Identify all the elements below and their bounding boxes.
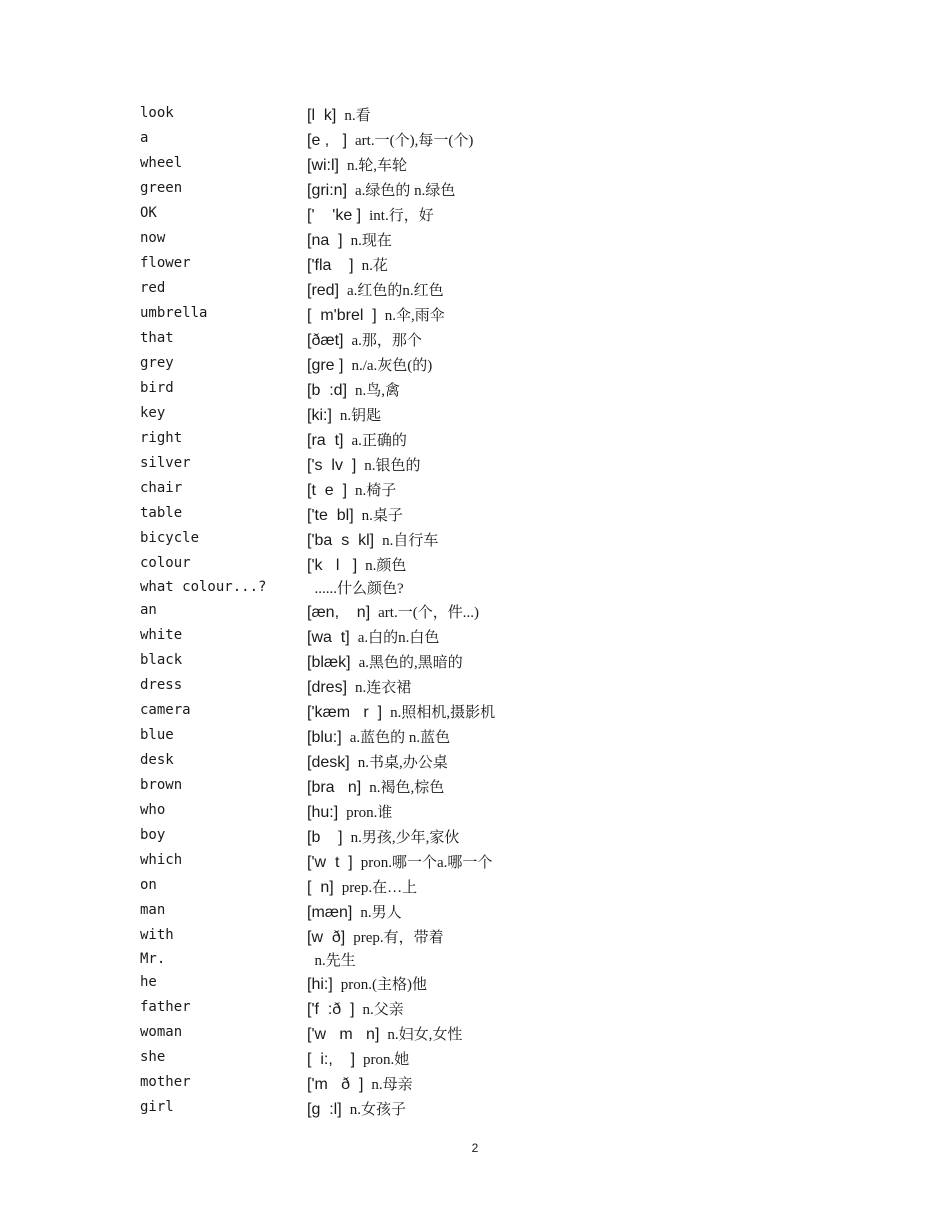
- vocab-entry: [307, 676, 411, 697]
- vocab-row: [0, 599, 950, 624]
- vocab-word: red: [140, 280, 166, 296]
- vocab-definition: a.正确的: [351, 433, 407, 449]
- vocab-row: [0, 1096, 950, 1121]
- vocab-definition: a.白的n.白色: [357, 630, 440, 646]
- vocab-word: brown: [140, 777, 183, 793]
- vocab-phonetic: [l k]: [307, 107, 337, 124]
- vocab-definition: n.椅子: [355, 483, 397, 499]
- vocab-row: [0, 252, 950, 277]
- vocabulary-list: [0, 102, 950, 1121]
- vocab-row: [0, 402, 950, 427]
- vocab-row: [0, 924, 950, 949]
- vocab-entry: [307, 726, 450, 747]
- vocab-row: [0, 624, 950, 649]
- vocab-phonetic: ['te bl]: [307, 507, 354, 524]
- vocab-word: on: [140, 877, 157, 893]
- vocab-row: [0, 874, 950, 899]
- vocab-entry: [307, 204, 434, 225]
- vocab-row: [0, 774, 950, 799]
- vocab-phonetic: [bra n]: [307, 779, 362, 796]
- vocab-entry: [307, 1073, 413, 1094]
- vocab-word: father: [140, 999, 191, 1015]
- vocab-entry: [307, 479, 396, 500]
- vocab-phonetic: [gre ]: [307, 357, 344, 374]
- vocab-definition: n./a.灰色(的): [351, 358, 433, 374]
- page-number: 2: [471, 1141, 479, 1155]
- vocab-phonetic: [wi:l]: [307, 157, 339, 174]
- vocab-entry: [307, 454, 421, 475]
- vocab-entry: [307, 949, 356, 970]
- vocab-definition: pron.她: [363, 1052, 410, 1068]
- vocab-word: right: [140, 430, 183, 446]
- vocab-entry: [307, 973, 427, 994]
- vocab-row: [0, 102, 950, 127]
- vocab-word: he: [140, 974, 157, 990]
- vocab-entry: [307, 104, 371, 125]
- vocab-phonetic: [ra t]: [307, 432, 344, 449]
- vocab-word: white: [140, 627, 183, 643]
- vocab-entry: [307, 926, 444, 947]
- vocab-definition: n.看: [344, 108, 371, 124]
- vocab-phonetic: [blæk]: [307, 654, 351, 671]
- vocab-row: [0, 799, 950, 824]
- vocab-definition: prep.在…上: [341, 880, 418, 896]
- vocab-phonetic: [b :d]: [307, 382, 348, 399]
- vocab-phonetic: [gri:n]: [307, 182, 348, 199]
- vocab-definition: a.红色的n.红色: [347, 283, 444, 299]
- vocab-phonetic: ['m ð ]: [307, 1076, 364, 1093]
- vocab-entry: [307, 304, 445, 325]
- vocab-definition: n.连衣裙: [355, 680, 412, 696]
- vocab-entry: [307, 701, 495, 722]
- vocab-entry: [307, 554, 406, 575]
- vocab-phonetic: [desk]: [307, 754, 350, 771]
- vocab-entry: [307, 901, 402, 922]
- vocab-row: [0, 502, 950, 527]
- vocab-word: black: [140, 652, 183, 668]
- vocab-word: flower: [140, 255, 191, 271]
- vocab-definition: n.钥匙: [339, 408, 382, 424]
- vocab-row: [0, 177, 950, 202]
- vocab-word: colour: [140, 555, 191, 571]
- vocab-word: she: [140, 1049, 166, 1065]
- vocab-phonetic: ['w t ]: [307, 854, 353, 871]
- vocab-row: [0, 996, 950, 1021]
- vocab-entry: [307, 751, 448, 772]
- vocab-word: man: [140, 902, 166, 918]
- vocab-entry: [307, 354, 432, 375]
- vocab-definition: n.银色的: [364, 458, 421, 474]
- vocab-row: [0, 724, 950, 749]
- vocab-phonetic: [b ]: [307, 829, 343, 846]
- vocab-word: grey: [140, 355, 174, 371]
- vocab-row: [0, 377, 950, 402]
- vocab-definition: a.蓝色的 n.蓝色: [349, 730, 451, 746]
- vocab-definition: n.现在: [350, 233, 392, 249]
- vocab-entry: [307, 601, 479, 622]
- vocab-definition: pron.(主格)他: [340, 977, 428, 993]
- vocab-row: [0, 849, 950, 874]
- vocab-entry: [307, 379, 400, 400]
- vocab-phonetic: ['w m n]: [307, 1026, 380, 1043]
- vocab-definition: ......什么颜色?: [307, 581, 404, 597]
- vocab-definition: n.鸟,禽: [355, 383, 401, 399]
- vocab-entry: [307, 1098, 406, 1119]
- vocab-definition: int.行，好: [369, 208, 434, 224]
- vocab-word: green: [140, 180, 183, 196]
- vocab-word: dress: [140, 677, 183, 693]
- vocab-definition: prep.有，带着: [353, 930, 444, 946]
- vocab-row: [0, 552, 950, 577]
- vocab-word: umbrella: [140, 305, 208, 321]
- vocab-word: look: [140, 105, 174, 121]
- vocab-phonetic: [t e ]: [307, 482, 348, 499]
- vocab-phonetic: [dres]: [307, 679, 348, 696]
- vocab-row: [0, 152, 950, 177]
- vocab-definition: a.那，那个: [351, 333, 422, 349]
- vocab-phonetic: [ðæt]: [307, 332, 344, 349]
- vocab-row: [0, 352, 950, 377]
- vocab-entry: [307, 1023, 462, 1044]
- vocab-word: wheel: [140, 155, 183, 171]
- vocab-phonetic: [mæn]: [307, 904, 353, 921]
- vocab-row: [0, 202, 950, 227]
- vocab-row: [0, 127, 950, 152]
- vocab-entry: [307, 851, 492, 872]
- vocab-definition: a.绿色的 n.绿色: [355, 183, 456, 199]
- vocab-phonetic: ['ba s kl]: [307, 532, 375, 549]
- vocab-word: boy: [140, 827, 166, 843]
- vocab-definition: n.父亲: [362, 1002, 404, 1018]
- vocab-word: key: [140, 405, 166, 421]
- vocab-word: woman: [140, 1024, 183, 1040]
- vocab-definition: n.男人: [360, 905, 402, 921]
- vocab-word: bicycle: [140, 530, 200, 546]
- vocab-phonetic: ['k l ]: [307, 557, 358, 574]
- vocab-row: [0, 899, 950, 924]
- vocab-word: camera: [140, 702, 191, 718]
- vocab-phonetic: [wa t]: [307, 629, 350, 646]
- vocab-definition: n.伞,雨伞: [384, 308, 445, 324]
- vocab-entry: [307, 429, 407, 450]
- vocab-definition: art.一(个),每一(个): [355, 133, 474, 149]
- vocab-definition: n.妇女,女性: [387, 1027, 463, 1043]
- vocab-definition: n.男孩,少年,家伙: [350, 830, 460, 846]
- vocab-word: an: [140, 602, 157, 618]
- vocab-definition: n.花: [361, 258, 388, 274]
- vocab-definition: n.颜色: [365, 558, 407, 574]
- vocab-row: [0, 477, 950, 502]
- vocab-entry: [307, 651, 463, 672]
- vocab-phonetic: [ i:, ]: [307, 1051, 356, 1068]
- vocab-entry: [307, 577, 404, 598]
- vocab-entry: [307, 876, 417, 897]
- vocab-phonetic: [blu:]: [307, 729, 342, 746]
- vocab-phonetic: [ n]: [307, 879, 334, 896]
- vocab-entry: [307, 1048, 409, 1069]
- vocab-word: chair: [140, 480, 183, 496]
- vocab-definition: n.桌子: [361, 508, 403, 524]
- vocab-row: [0, 1021, 950, 1046]
- vocab-phonetic: [hi:]: [307, 976, 333, 993]
- vocab-row: [0, 302, 950, 327]
- vocab-phonetic: [w ð]: [307, 929, 346, 946]
- vocab-phonetic: [e , ]: [307, 132, 348, 149]
- vocab-phonetic: ['s lv ]: [307, 457, 357, 474]
- vocab-definition: n.书桌,办公桌: [357, 755, 448, 771]
- vocab-definition: n.女孩子: [349, 1102, 406, 1118]
- vocab-word: desk: [140, 752, 174, 768]
- vocab-entry: [307, 129, 473, 150]
- vocab-row: [0, 452, 950, 477]
- vocab-entry: [307, 279, 444, 300]
- vocab-word: blue: [140, 727, 174, 743]
- vocab-row: [0, 949, 950, 971]
- vocab-word: that: [140, 330, 174, 346]
- vocab-definition: pron.谁: [346, 805, 393, 821]
- vocab-phonetic: [g :l]: [307, 1101, 342, 1118]
- vocab-word: now: [140, 230, 166, 246]
- vocab-row: [0, 1046, 950, 1071]
- vocab-phonetic: [æn, n]: [307, 604, 371, 621]
- vocab-row: [0, 649, 950, 674]
- vocab-word: bird: [140, 380, 174, 396]
- vocab-row: [0, 1071, 950, 1096]
- vocab-definition: n.母亲: [371, 1077, 413, 1093]
- vocab-definition: a.黑色的,黑暗的: [358, 655, 463, 671]
- vocab-word: table: [140, 505, 183, 521]
- vocab-entry: [307, 229, 392, 250]
- vocab-definition: art.一(个，件...): [378, 605, 479, 621]
- vocab-word: what colour...?: [140, 579, 267, 595]
- vocab-entry: [307, 529, 438, 550]
- vocab-row: [0, 824, 950, 849]
- vocab-definition: pron.哪一个a.哪一个: [360, 855, 493, 871]
- vocab-phonetic: [na ]: [307, 232, 343, 249]
- vocab-word: girl: [140, 1099, 174, 1115]
- vocab-word: OK: [140, 205, 157, 221]
- vocab-entry: [307, 329, 422, 350]
- vocab-word: with: [140, 927, 174, 943]
- vocab-phonetic: [ m'brel ]: [307, 307, 377, 324]
- vocab-row: [0, 749, 950, 774]
- vocab-phonetic: [' 'ke ]: [307, 207, 362, 224]
- vocab-definition: n.自行车: [382, 533, 439, 549]
- vocab-phonetic: [hu:]: [307, 804, 339, 821]
- vocab-phonetic: ['f :ð ]: [307, 1001, 355, 1018]
- vocab-row: [0, 527, 950, 552]
- vocab-word: silver: [140, 455, 191, 471]
- vocab-entry: [307, 998, 404, 1019]
- vocab-entry: [307, 154, 407, 175]
- vocab-definition: n.褐色,棕色: [369, 780, 445, 796]
- vocab-entry: [307, 179, 455, 200]
- vocab-row: [0, 227, 950, 252]
- vocab-definition: n.先生: [307, 953, 356, 969]
- vocab-entry: [307, 404, 381, 425]
- vocab-entry: [307, 826, 459, 847]
- vocab-entry: [307, 801, 392, 822]
- vocab-word: which: [140, 852, 183, 868]
- vocab-row: [0, 674, 950, 699]
- vocab-phonetic: [ki:]: [307, 407, 332, 424]
- vocab-phonetic: ['fla ]: [307, 257, 354, 274]
- vocab-word: Mr.: [140, 951, 166, 967]
- vocab-word: mother: [140, 1074, 191, 1090]
- vocab-row: [0, 427, 950, 452]
- vocab-row: [0, 971, 950, 996]
- vocab-definition: n.轮,车轮: [347, 158, 408, 174]
- vocab-phonetic: ['kæm r ]: [307, 704, 383, 721]
- vocab-word: a: [140, 130, 149, 146]
- vocab-row: [0, 699, 950, 724]
- vocab-entry: [307, 776, 444, 797]
- vocab-word: who: [140, 802, 166, 818]
- vocab-entry: [307, 254, 388, 275]
- vocab-row: [0, 327, 950, 352]
- vocab-entry: [307, 504, 403, 525]
- vocab-phonetic: [red]: [307, 282, 340, 299]
- vocab-row: [0, 277, 950, 302]
- vocab-definition: n.照相机,摄影机: [390, 705, 496, 721]
- vocab-row: [0, 577, 950, 599]
- vocab-entry: [307, 626, 439, 647]
